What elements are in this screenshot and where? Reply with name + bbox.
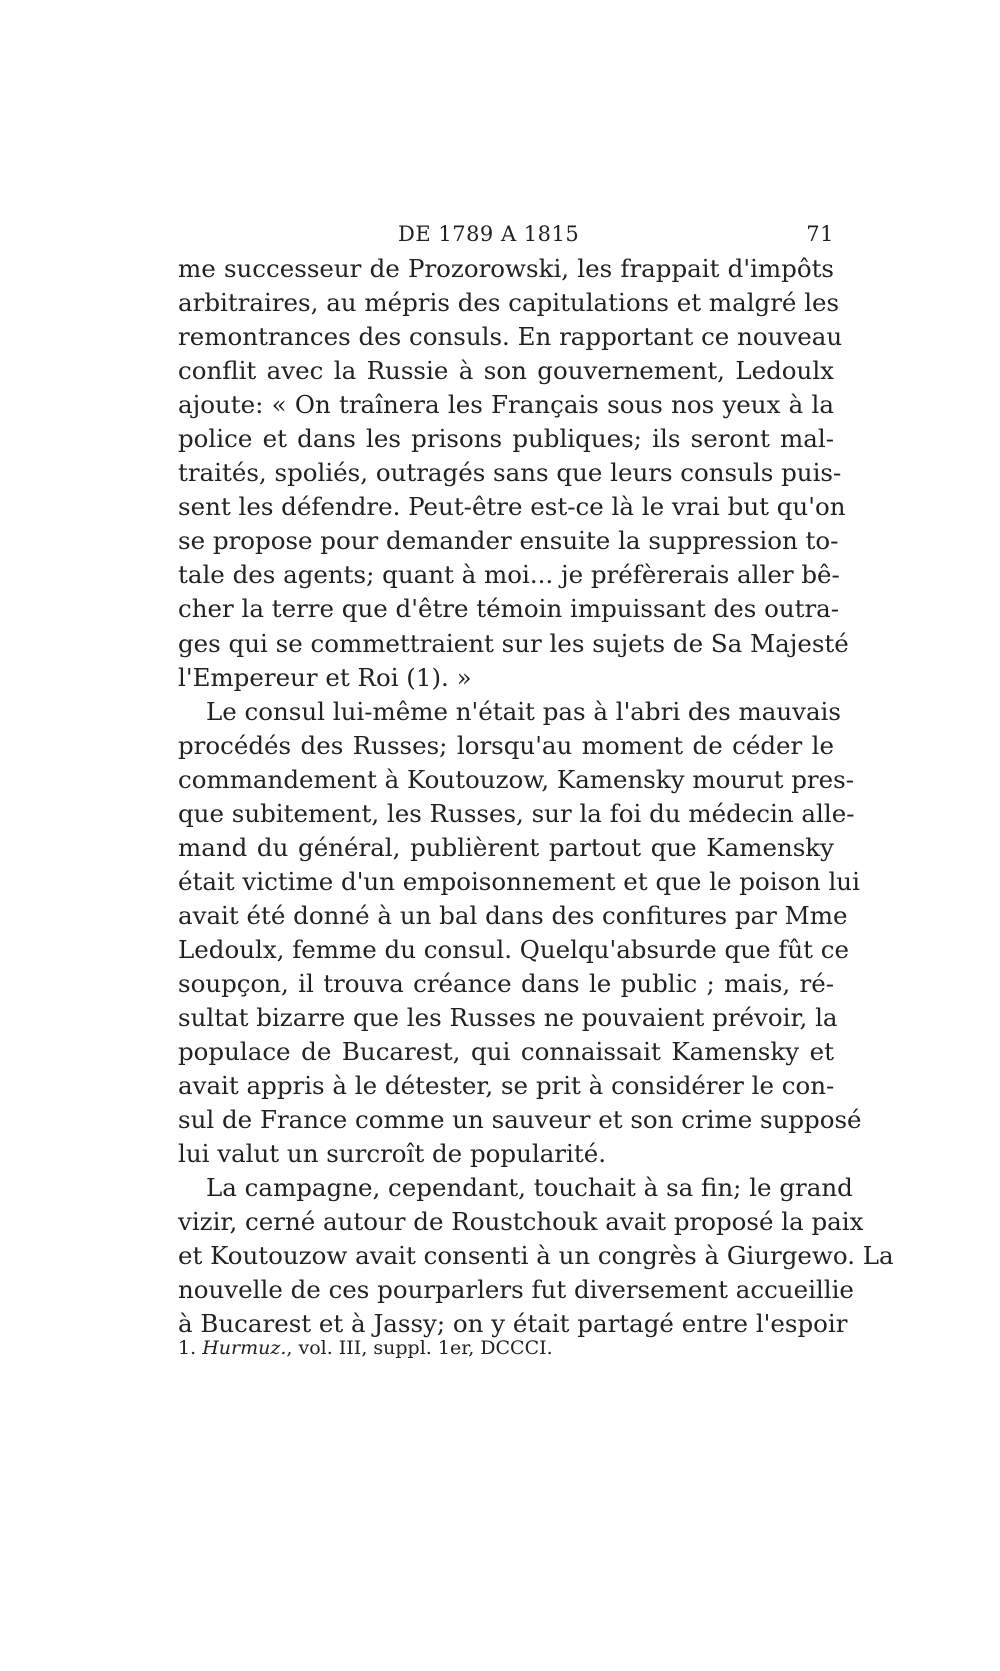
text-line: arbitraires, au mépris des capitulations et malgré les [178,288,840,318]
text-line: tale des agents; quant à moi... je préfèrerais aller bê- [178,560,840,590]
text-line: avait été donné à un bal dans des confitures par Mme [178,900,848,930]
running-head [178,222,834,252]
book-page [178,222,894,1359]
footnote-detail: , vol. III, suppl. 1er, [286,1337,481,1359]
text-line: traités, spoliés, outragés sans que leurs consuls puis- [178,458,842,488]
text-line: commandement à Koutouzow, Kamensky mourut pres- [178,764,854,794]
text-line: sultat bizarre que les Russes ne pouvaient prévoir, la [178,1003,838,1033]
text-line: vizir, cerné autour de Roustchouk avait proposé la paix [178,1207,864,1237]
text-line: mand du général, publièrent partout que Kamensky [178,832,834,862]
text-line: était victime d'un empoisonnement et que le poison lui [178,866,860,896]
text-line: ajoute: « On traînera les Français sous nos yeux à la [178,390,834,420]
footnote-source: Hurmuz. [202,1337,287,1359]
text-line: ges qui se commettraient sur les sujets de Sa Majesté [178,628,849,658]
text-line: remontrances des consuls. En rapportant ce nouveau [178,322,843,352]
text-line: nouvelle de ces pourparlers fut diversement accueillie [178,1275,854,1305]
text-line: procédés des Russes; lorsqu'au moment de céder le [178,730,834,760]
body-text [178,252,894,1342]
footnote-number: 1. [178,1337,197,1359]
running-title: DE 1789 A 1815 [398,222,580,246]
text-line: sul de France comme un sauveur et son crime supposé [178,1105,862,1135]
page-number: 71 [806,222,834,246]
footnote-reference: DCCCI. [480,1337,553,1359]
text-line: police et dans les prisons publiques; ils seront mal- [178,424,834,454]
footnote [178,1337,553,1359]
text-line: me successeur de Prozorowski, les frappait d'impôts [178,254,834,283]
text-line: sent les défendre. Peut-être est-ce là le vrai but qu'on [178,492,846,522]
text-line: à Bucarest et à Jassy; on y était partagé entre l'espoir [178,1309,848,1339]
text-line: Ledoulx, femme du consul. Quelqu'absurde que fût ce [178,934,849,964]
text-line: l'Empereur et Roi (1). » [178,662,472,692]
text-line: que subitement, les Russes, sur la foi du médecin alle- [178,798,855,828]
text-line: et Koutouzow avait consenti à un congrès à Giurgewo. La [178,1241,894,1271]
text-line: Le consul lui-même n'était pas à l'abri des mauvais [206,696,841,726]
text-line: avait appris à le détester, se prit à considérer le con- [178,1071,835,1101]
text-line: lui valut un surcroît de popularité. [178,1139,606,1169]
text-line: cher la terre que d'être témoin impuissant des outra- [178,594,840,624]
text-line: soupçon, il trouva créance dans le public ; mais, ré- [178,968,834,998]
text-line: se propose pour demander ensuite la suppression to- [178,526,839,556]
text-line: conflit avec la Russie à son gouvernement, Ledoulx [178,356,834,386]
text-line: La campagne, cependant, touchait à sa fin; le grand [206,1173,853,1203]
text-line: populace de Bucarest, qui connaissait Kamensky et [178,1037,834,1067]
